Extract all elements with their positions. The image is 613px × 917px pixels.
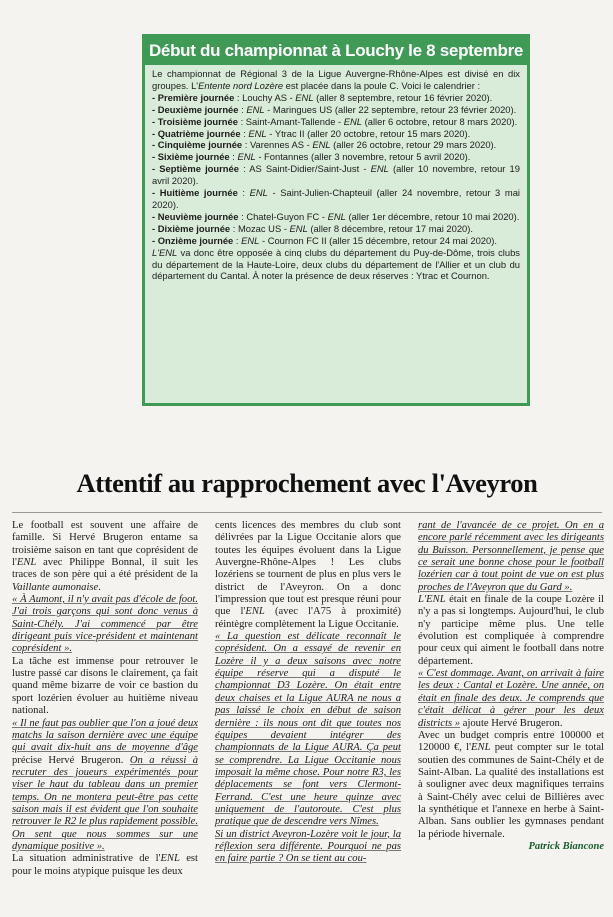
fixture-dates: (aller 1er décembre, retour 10 mai 2020). <box>345 210 520 222</box>
quote <box>215 631 401 829</box>
team-name: L'ENL <box>418 594 446 606</box>
text: La tâche est immense pour retrouver le lustre passé car disons le clairement, ça fait quand même bizarre de voir ce bastion du sport lozérien évoluer au huitième niveau national. <box>12 655 198 717</box>
fixture-day: - Dixième journée <box>152 222 231 234</box>
article-column-2 <box>215 520 401 878</box>
fixture-line <box>152 187 520 211</box>
fixture-day: - Septième journée <box>152 163 239 175</box>
paragraph <box>418 594 604 668</box>
text: précise Hervé Brugeron. <box>12 754 130 766</box>
fixture-dates: (aller 6 octobre, retour 8 mars 2020). <box>362 115 518 127</box>
paragraph <box>12 853 198 878</box>
fixture-line <box>152 211 520 223</box>
quote <box>418 668 604 730</box>
fixture-text: : Louchy AS - <box>234 91 296 103</box>
fixture-team: ENL <box>370 163 389 175</box>
fixture-team: ENL <box>248 127 267 139</box>
fixture-dates: - Fontannes (aller 3 novembre, retour 5 avril 2020). <box>255 151 471 163</box>
fixture-line <box>152 223 520 235</box>
fixture-line <box>152 116 520 128</box>
fixture-day: - Deuxième journée <box>152 103 239 115</box>
article-columns <box>12 520 604 878</box>
article-headline: Attentif au rapprochement avec l'Aveyron <box>76 468 538 498</box>
text: était en finale de la coupe Lozère il n'y a pas si longtemps. Aujourd'hui, le club n'y participe même plus. Une telle évolution est compliquée à comprendre pour ceux qui aiment le football dans notre département. <box>418 594 604 667</box>
fixture-text: : Mozac US - <box>230 222 290 234</box>
fixture-team: ENL <box>241 234 260 246</box>
fixture-text: : Chatel-Guyon FC - <box>238 210 328 222</box>
author-signature: Patrick Biancone <box>528 840 604 852</box>
fixture-team: ENL <box>246 103 265 115</box>
text: Avec un budget compris entre 100000 et 120000 €, l' <box>418 729 604 754</box>
fixture-dates: - Maringues US (aller 22 septembre, retour 23 février 2020). <box>264 103 517 115</box>
fixture-line <box>152 235 520 247</box>
fixture-day: - Neuvième journée <box>152 210 239 222</box>
team-name: ENL <box>16 557 37 569</box>
article-column-3 <box>418 520 604 878</box>
fixture-day: - Quatrième journée <box>152 127 241 139</box>
fixture-text: : <box>237 187 250 199</box>
fixture-day: - Huitième journée <box>152 187 238 199</box>
fixture-day: - Première journée <box>152 91 235 103</box>
text: La situation administrative de l' <box>12 853 161 865</box>
fixture-team: ENL <box>327 210 346 222</box>
intro-text: Le championnat de Régional 3 de la Ligue Auvergne-Rhône-Alpes est divisé en dix groupes. L' <box>152 68 520 91</box>
quote-text: « Il ne faut pas oublier que l'on a joué deux matchs la saison dernière avec une équipe qui avait dix-huit ans de moyenne d'âge <box>12 717 198 754</box>
fixture-day: - Sixième journée <box>152 151 230 163</box>
quote-text: Si un district Aveyron-Lozère voit le jour, la réflexion sera différente. Pourquoi ne pas en faire partie ? On se tient au cou- <box>215 828 401 865</box>
quote <box>12 594 198 656</box>
fixture-team: ENL <box>312 139 331 151</box>
quote-text: « À Aumont, il n'y avait pas d'école de foot. J'ai trois garçons qui sont donc venus à Saint-Chély. J'ai commencé par être dirigeant puis vice-président et maintenant coprésident ». <box>12 594 198 655</box>
fixture-day: - Onzième journée <box>152 234 234 246</box>
fixture-team: ENL <box>295 91 314 103</box>
quote <box>215 829 401 866</box>
club-name: Vaillante aumonaise <box>12 581 99 593</box>
fixture-team: ENL <box>343 115 362 127</box>
fixture-line <box>152 151 520 163</box>
fixture-line <box>152 104 520 116</box>
quote <box>418 520 604 594</box>
paragraph <box>215 520 401 631</box>
fixture-dates: (aller 8 décembre, retour 17 mai 2020). <box>307 222 473 234</box>
quote-text: « C'est dommage. Avant, on arrivait à faire les deux : Cantal et Lozère. Une année, on était en finale des deux. Je comprends que c'était délicat à gérer pour les deux districts » <box>418 668 604 729</box>
team-name: ENL <box>160 853 180 865</box>
fixture-text: : <box>240 127 249 139</box>
quote-text: « La question est délicate reconnaît le coprésident. On a essayé de revenir en Lozère il y a deux saisons avec notre équipe réserve qui a disputé le championnat D3 Lozère. On était entre deux chaises et la Ligue AURA ne nous a pas laissé le choix en début de saison dernière : ils nous ont dit que toutes nos équipes devaient intégrer des championnats de la Ligue AURA. Ça peut se comprendre. La Ligue Occitanie nous imposait la même chose. Pour notre R3, les déplacements se font vers Clermont-Ferrand. C'est une heure quinze avec uniquement de l'autoroute. C'est plus pratique que de descendre vers Nîmes. <box>215 631 401 828</box>
outro-text: va donc être opposée à cinq clubs du département du Puy-de-Dôme, trois clubs du département de la Haute-Loire, deux clubs du département de l'Allier et un club du département du Cantal. À noter la présence de deux réserves : Ytrac et Cournon. <box>152 246 520 282</box>
fixture-text: : AS Saint-Didier/Saint-Just - <box>238 163 371 175</box>
fixture-team: ENL <box>249 187 268 199</box>
headline-rule <box>12 512 602 513</box>
fixture-line <box>152 92 520 104</box>
fixture-line <box>152 139 520 151</box>
text: peut compter sur le total soutien des communes de Saint-Chély et de Saint-Alban. La qualité des installations est à souligner avec deux magnifiques terrains à Saint-Chély avec celui de Billières avec la synthétique et l'annexe en herbe à Saint-Alban. Sans oublier les gymnases pendant la période hivernale. <box>418 742 604 840</box>
text: . <box>98 581 101 593</box>
paragraph <box>12 656 198 718</box>
text: (avec l'A75 à proximité) réintègre complètement la Ligue Occitanie. <box>215 606 401 630</box>
fixture-text: : Saint-Amant-Tallende - <box>237 115 344 127</box>
intro-team: Entente nord Lozère <box>198 79 284 91</box>
fixture-dates: - Ytrac II (aller 20 octobre, retour 15 mars 2020). <box>266 127 471 139</box>
text: Le football est souvent une affaire de famille. Si Hervé Brugeron entame sa troisième saison en tant que coprésident de l' <box>12 520 198 569</box>
fixture-dates: (aller 10 novembre, retour 19 avril 2020). <box>152 163 520 187</box>
paragraph <box>418 730 604 841</box>
schedule-box-title: Début du championnat à Louchy le 8 septembre <box>145 37 527 65</box>
text: avec Philippe Bonnal, il suit les traces de son père qui a été président de la <box>12 557 198 581</box>
schedule-box <box>142 34 530 406</box>
fixture-text: : <box>233 234 242 246</box>
fixture-text: : <box>229 151 238 163</box>
fixture-line <box>152 128 520 140</box>
fixture-day: - Troisième journée <box>152 115 238 127</box>
text: est pour le moins atypique puisque les deux <box>12 853 198 877</box>
paragraph <box>12 520 198 594</box>
outro-team: L'ENL <box>152 246 178 258</box>
fixture-dates: - Saint-Julien-Chapteuil (aller 24 novembre, retour 3 mai 2020). <box>152 187 520 210</box>
fixture-text: : <box>238 103 247 115</box>
text: ajoute Hervé Brugeron. <box>460 717 563 729</box>
team-name: ENL <box>245 606 265 618</box>
intro-text-2: est placée dans la poule C. Voici le calendrier : <box>283 79 481 91</box>
fixture-dates: - Cournon FC II (aller 15 décembre, retour 24 mai 2020). <box>259 234 497 246</box>
fixture-line <box>152 163 520 187</box>
quote <box>12 718 198 854</box>
fixture-dates: (aller 26 octobre, retour 29 mars 2020). <box>330 139 497 151</box>
schedule-box-body <box>145 65 527 282</box>
fixture-list <box>152 92 520 247</box>
fixture-dates: (aller 8 septembre, retour 16 février 2020). <box>313 91 493 103</box>
team-name: ENL <box>471 742 491 754</box>
quote-text: On a réussi à recruter des joueurs expérimentés pour viser le haut du tableau dans un premier temps. On ne montera peut-être pas cette saison mais il est évident que l'on souhaite retrouver le R2 le plus rapidement possible. On sent que nous sommes sur une dynamique positive ». <box>12 754 198 852</box>
quote-text: rant de l'avancée de ce projet. On en a encore parlé récemment avec les dirigeants du Buisson. Personnellement, je pense que ce serait une bonne chose pour le football lozérien car à tout point de vue on est plus proches de l'Aveyron que du Gard ». <box>418 520 604 593</box>
fixture-team: ENL <box>289 222 308 234</box>
fixture-team: ENL <box>237 151 256 163</box>
fixture-day: - Cinquième journée <box>152 139 243 151</box>
schedule-intro <box>152 68 520 92</box>
text: cents licences des membres du club sont délivrées par la Ligue Occitanie alors que toutes les équipes évoluent dans la Ligue Auvergne-Rhône-Alpes ! Les clubs lozériens se tournent de plus en plus vers le district de l'Aveyron. On a donc l'impression que tout est presque réuni pour que l' <box>215 520 401 618</box>
fixture-text: : Varennes AS - <box>242 139 313 151</box>
article-column-1 <box>12 520 198 878</box>
schedule-outro <box>152 247 520 283</box>
